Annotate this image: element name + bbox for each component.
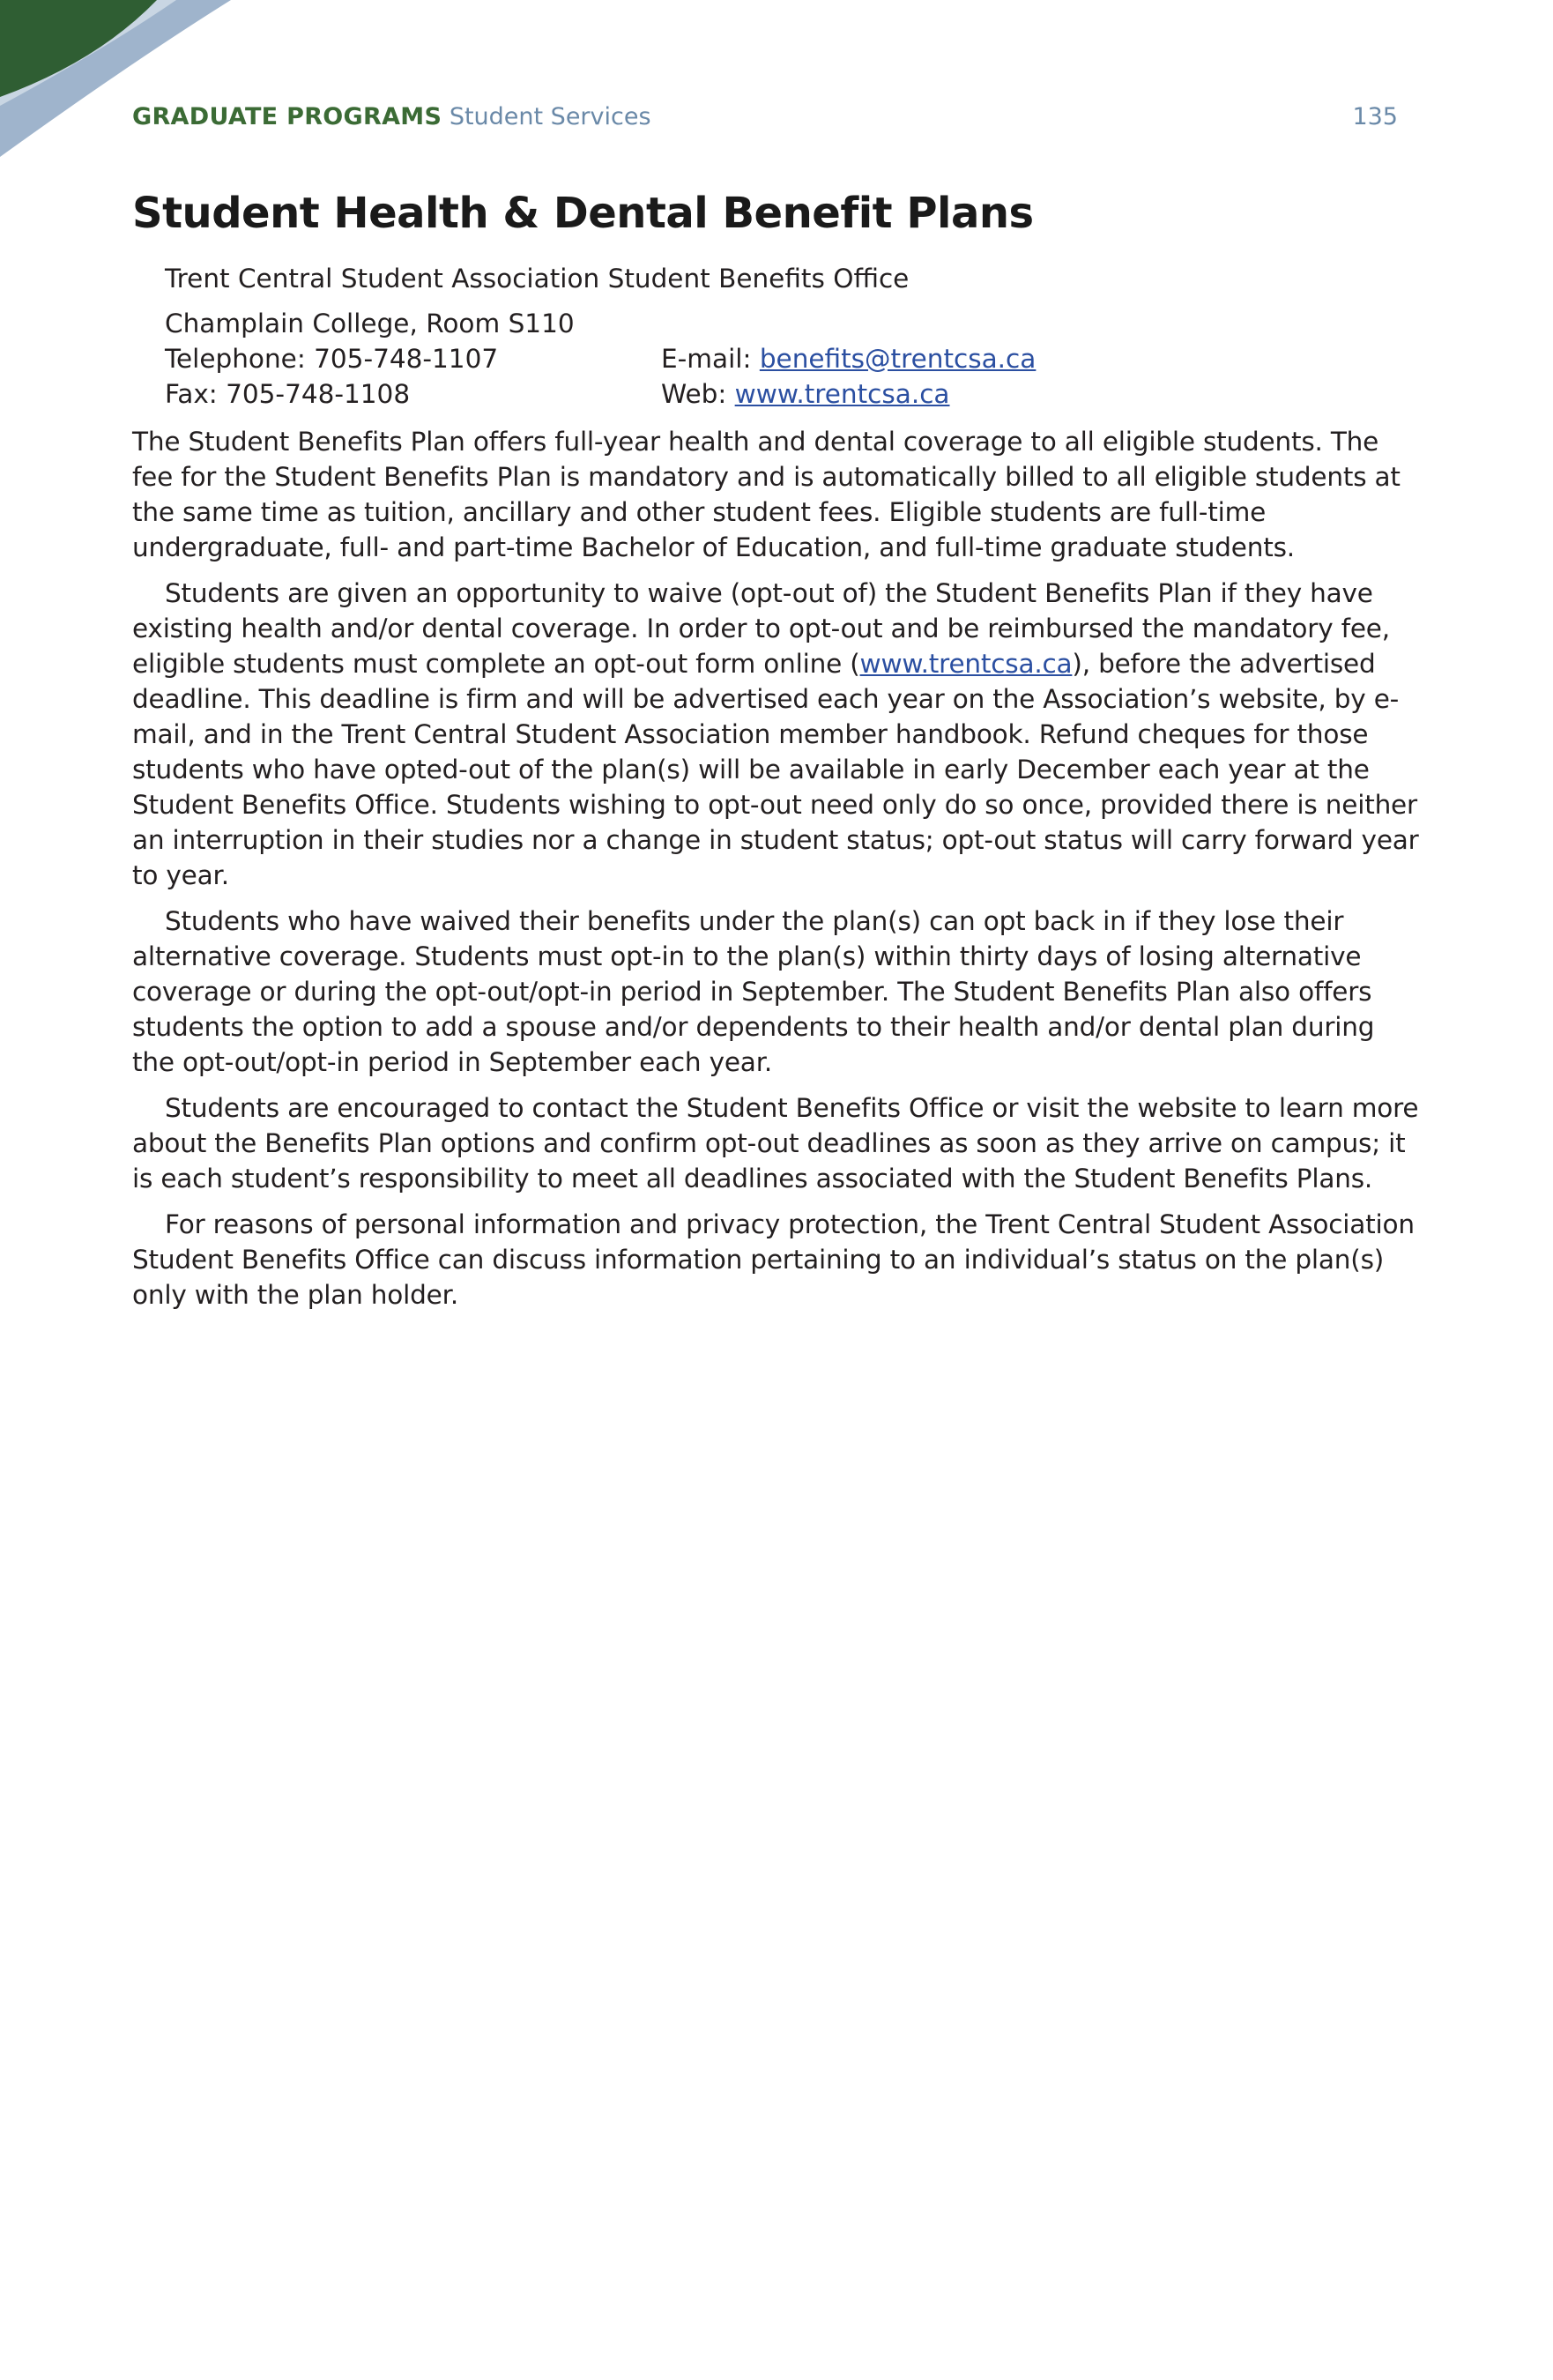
page-number: 135	[1352, 103, 1398, 130]
paragraph-3: Students who have waived their benefits under the plan(s) can opt back in if they lose their alternative coverage. Students must opt-in to the plan(s) within thirty days of losing alternative coverage or during the opt-out/opt-in period in September. The Student Benefits Plan also offers students the option to add a spouse and/or dependents to their health and/or dental plan during the opt-out/opt-in period in September each year.	[132, 906, 1375, 1077]
paragraph-2-web-link[interactable]: www.trentcsa.ca	[859, 649, 1073, 679]
web-link[interactable]: www.trentcsa.ca	[734, 379, 950, 409]
contact-email-group	[661, 341, 1036, 376]
web-label: Web:	[661, 379, 735, 409]
paragraph-4: Students are encouraged to contact the Student Benefits Office or visit the website to learn more about the Benefits Plan options and confirm opt-out deadlines as soon as they arrive on campus; it is each student’s responsibility to meet all deadlines associated with the Student Benefits Plans.	[132, 1093, 1419, 1194]
paragraph-5: For reasons of personal information and privacy protection, the Trent Central Student Association Student Benefits Office can discuss information pertaining to an individual’s status on the plan(s) only with the plan holder.	[132, 1209, 1415, 1310]
body-text	[132, 424, 1419, 1323]
paragraph-2	[132, 576, 1419, 893]
paragraph-1: The Student Benefits Plan offers full-year health and dental coverage to all eligible students. The fee for the Student Benefits Plan is mandatory and is automatically billed to all eligible students at the same time as tuition, ancillary and other student fees. Eligible students are full-time undergraduate, full- and part-time Bachelor of Education, and full-time graduate students.	[132, 427, 1401, 562]
contact-office: Trent Central Student Association Student Benefits Office	[165, 264, 910, 294]
paragraph-2-text-before: Students are given an opportunity to waive (opt-out of) the Student Benefits Plan if they have existing health and/or dental coverage. In order to opt-out and be reimbursed the mandatory fee, eligible students must complete an opt-out form online (	[132, 578, 1390, 679]
contact-location: Champlain College, Room S110	[165, 309, 575, 338]
running-header	[132, 100, 1398, 135]
contact-row-fax-web	[165, 376, 1399, 412]
paragraph-2-text-after: ), before the advertised deadline. This deadline is firm and will be advertised each year on the Association’s website, by e-mail, and in the Trent Central Student Association member handbook. Refund cheques for those students who have opted-out of the plan(s) will be available in early December each year at the Student Benefits Office. Students wishing to opt-out need only do so once, provided there is neither an interruption in their studies nor a change in student status; opt-out status will carry forward year to year.	[132, 649, 1419, 890]
contact-web-group	[661, 376, 950, 412]
corner-decoration	[0, 0, 247, 159]
page-title: Student Health & Dental Benefit Plans	[132, 189, 1034, 238]
contact-telephone: Telephone: 705-748-1107	[165, 344, 499, 374]
header-subsection: Student Services	[449, 103, 651, 130]
header-section: GRADUATE PROGRAMS	[132, 103, 442, 130]
contact-row-phone-email	[165, 341, 1399, 376]
contact-fax: Fax: 705-748-1108	[165, 379, 411, 409]
contact-block	[165, 261, 1399, 412]
email-link[interactable]: benefits@trentcsa.ca	[759, 344, 1037, 374]
email-label: E-mail:	[661, 344, 760, 374]
